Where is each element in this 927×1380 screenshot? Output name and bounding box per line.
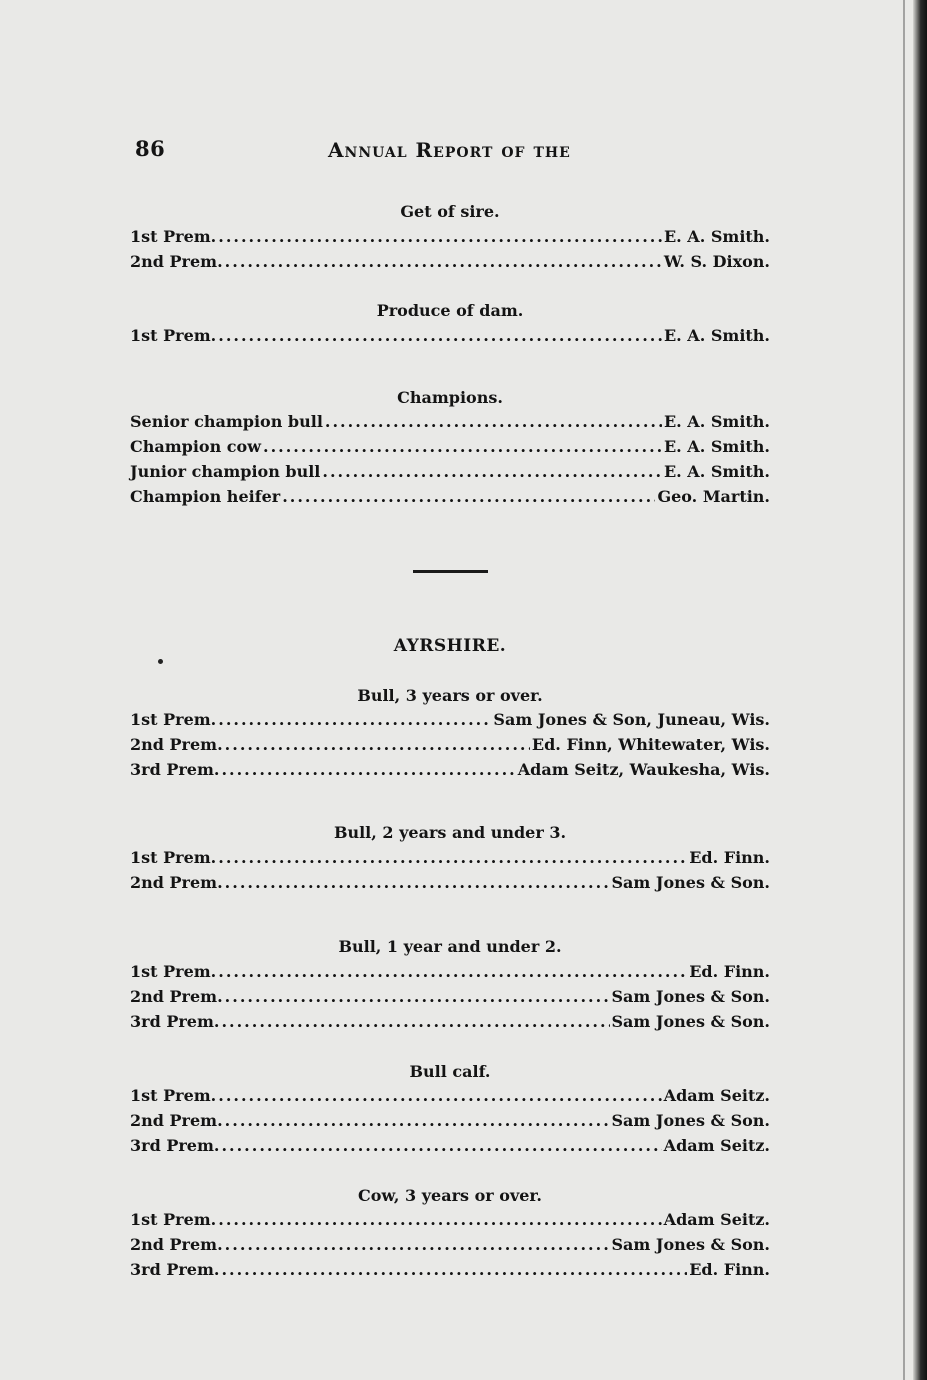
award-winner: Ed. Finn, Whitewater, Wis. [531,735,770,754]
page-number: 86 [135,136,166,161]
section-title: Cow, 3 years or over. [358,1186,542,1205]
award-label: Champion cow [130,437,261,456]
award-label: 3rd Prem. [130,1012,220,1031]
award-label: 1st Prem. [130,848,217,867]
award-entry [130,1234,770,1256]
award-label: 2nd Prem. [130,873,223,892]
breed-title: AYRSHIRE. [393,636,507,656]
page-edge-shadow [913,0,927,1380]
award-entry [130,1209,770,1231]
award-winner: Sam Jones & Son. [611,1235,770,1254]
award-winner: E. A. Smith. [663,462,770,481]
award-label: Champion heifer [130,487,281,506]
dot-leader [225,1110,610,1132]
section-title: Bull calf. [409,1062,491,1081]
dot-leader [218,709,491,731]
award-winner: Ed. Finn. [689,962,770,981]
award-entry [130,226,770,248]
award-winner: W. S. Dixon. [663,252,770,271]
section-divider [413,570,488,573]
award-entry [130,961,770,983]
award-entry [130,734,770,756]
dot-leader [263,436,662,458]
award-label: 1st Prem. [130,1086,217,1105]
award-label: 1st Prem. [130,710,217,729]
dot-leader [225,734,530,756]
award-winner: E. A. Smith. [663,227,770,246]
award-label: Senior champion bull [130,412,323,431]
award-entry [130,1011,770,1033]
dot-leader [282,486,655,508]
award-winner: Sam Jones & Son. [611,987,770,1006]
dot-leader [218,226,662,248]
stray-mark [158,659,163,664]
dot-leader [225,251,662,273]
award-label: 2nd Prem. [130,252,223,271]
award-entry [130,709,770,731]
award-entry [130,436,770,458]
award-entry [130,325,770,347]
section-title: Bull, 1 year and under 2. [338,937,562,956]
award-winner: Sam Jones & Son. [611,1012,770,1031]
award-label: 1st Prem. [130,326,217,345]
award-entry [130,1110,770,1132]
award-label: 2nd Prem. [130,987,223,1006]
dot-leader [225,1234,610,1256]
section-title-get-of-sire: Get of sire. [400,202,500,221]
award-entry [130,461,770,483]
dot-leader [325,411,662,433]
dot-leader [218,1085,661,1107]
dot-leader [225,986,610,1008]
award-winner: Ed. Finn. [689,1260,770,1279]
dot-leader [221,759,515,781]
award-winner: Adam Seitz. [663,1086,770,1105]
section-title-champions: Champions. [397,388,503,407]
award-entry [130,759,770,781]
page-header [135,136,770,168]
award-winner: E. A. Smith. [663,437,770,456]
award-label: 2nd Prem. [130,735,223,754]
dot-leader [218,847,687,869]
running-head: Annual Report of the [328,138,571,162]
award-winner: Sam Jones & Son. [611,873,770,892]
section-title: Bull, 3 years or over. [357,686,543,705]
award-winner: Adam Seitz. [663,1210,770,1229]
award-winner: Ed. Finn. [689,848,770,867]
award-entry [130,847,770,869]
award-entry [130,411,770,433]
dot-leader [218,1209,661,1231]
award-label: 1st Prem. [130,227,217,246]
award-winner: E. A. Smith. [663,412,770,431]
dot-leader [221,1259,687,1281]
award-winner: Geo. Martin. [657,487,770,506]
section-title-produce-of-dam: Produce of dam. [376,301,524,320]
award-winner: Adam Seitz, Waukesha, Wis. [517,760,770,779]
award-label: 3rd Prem. [130,1260,220,1279]
award-winner: Adam Seitz. [663,1136,770,1155]
award-winner: Sam Jones & Son. [611,1111,770,1130]
award-entry [130,486,770,508]
dot-leader [221,1135,661,1157]
dot-leader [225,872,610,894]
dot-leader [322,461,662,483]
award-winner: Sam Jones & Son, Juneau, Wis. [493,710,770,729]
page-gutter-line [903,0,905,1380]
award-label: 1st Prem. [130,962,217,981]
award-label: 3rd Prem. [130,1136,220,1155]
dot-leader [218,961,687,983]
award-entry [130,1135,770,1157]
award-entry [130,986,770,1008]
award-label: 2nd Prem. [130,1235,223,1254]
award-winner: E. A. Smith. [663,326,770,345]
award-entry [130,1085,770,1107]
award-label: Junior champion bull [130,462,321,481]
dot-leader [218,325,662,347]
award-entry [130,1259,770,1281]
award-entry [130,872,770,894]
award-label: 1st Prem. [130,1210,217,1229]
award-label: 2nd Prem. [130,1111,223,1130]
award-label: 3rd Prem. [130,760,220,779]
award-entry [130,251,770,273]
dot-leader [221,1011,609,1033]
section-title: Bull, 2 years and under 3. [333,823,567,842]
